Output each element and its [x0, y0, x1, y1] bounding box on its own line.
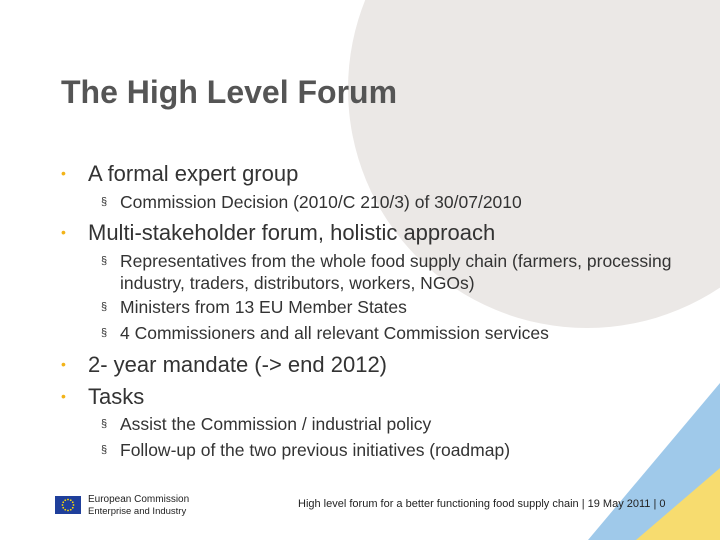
bullet-dot-icon: •	[61, 388, 66, 404]
bullet-text: Tasks	[88, 384, 145, 409]
bullet-tasks	[61, 383, 144, 410]
bullet-text: Multi-stakeholder forum, holistic approach	[88, 220, 496, 245]
sub-bullet-representatives	[101, 250, 681, 294]
bullet-dot-icon: •	[61, 165, 66, 181]
sub-bullet-text: Commission Decision (2010/C 210/3) of 30/07/2010	[120, 192, 522, 212]
bullet-dot-icon: •	[61, 224, 66, 240]
bullet-dot-icon: •	[61, 356, 66, 372]
sub-bullet-ministers	[101, 296, 681, 318]
sub-bullet-section-icon: §	[101, 255, 108, 267]
sub-bullet-text: Follow-up of the two previous initiatives (roadmap)	[120, 440, 511, 460]
footer-department: Enterprise and Industry	[88, 506, 187, 517]
sub-bullet-text: Assist the Commission / industrial policy	[120, 414, 432, 434]
bullet-text: A formal expert group	[88, 161, 299, 186]
sub-bullet-text: Representatives from the whole food supply chain (farmers, processing industry, traders, distributors, workers, NGOs)	[120, 251, 672, 293]
sub-bullet-follow-up	[101, 439, 681, 461]
sub-bullet-section-icon: §	[101, 196, 108, 208]
bullet-mandate	[61, 351, 387, 378]
sub-bullet-text: Ministers from 13 EU Member States	[120, 297, 407, 317]
sub-bullet-assist-commission	[101, 413, 681, 435]
eu-flag-logo	[55, 496, 81, 514]
sub-bullet-section-icon: §	[101, 418, 108, 430]
sub-bullet-commission-decision	[101, 191, 681, 213]
footer-caption: High level forum for a better functioning food supply chain | 19 May 2011 | 0	[298, 498, 666, 510]
sub-bullet-section-icon: §	[101, 327, 108, 339]
bullet-formal-expert-group	[61, 160, 298, 187]
bullet-multi-stakeholder-forum	[61, 219, 495, 246]
sub-bullet-section-icon: §	[101, 444, 108, 456]
footer-organization: European Commission	[88, 494, 190, 505]
sub-bullet-commissioners	[101, 322, 681, 344]
sub-bullet-section-icon: §	[101, 301, 108, 313]
bullet-text: 2- year mandate (-> end 2012)	[88, 352, 388, 377]
slide-title: The High Level Forum	[61, 74, 398, 110]
sub-bullet-text: 4 Commissioners and all relevant Commission services	[120, 323, 549, 343]
